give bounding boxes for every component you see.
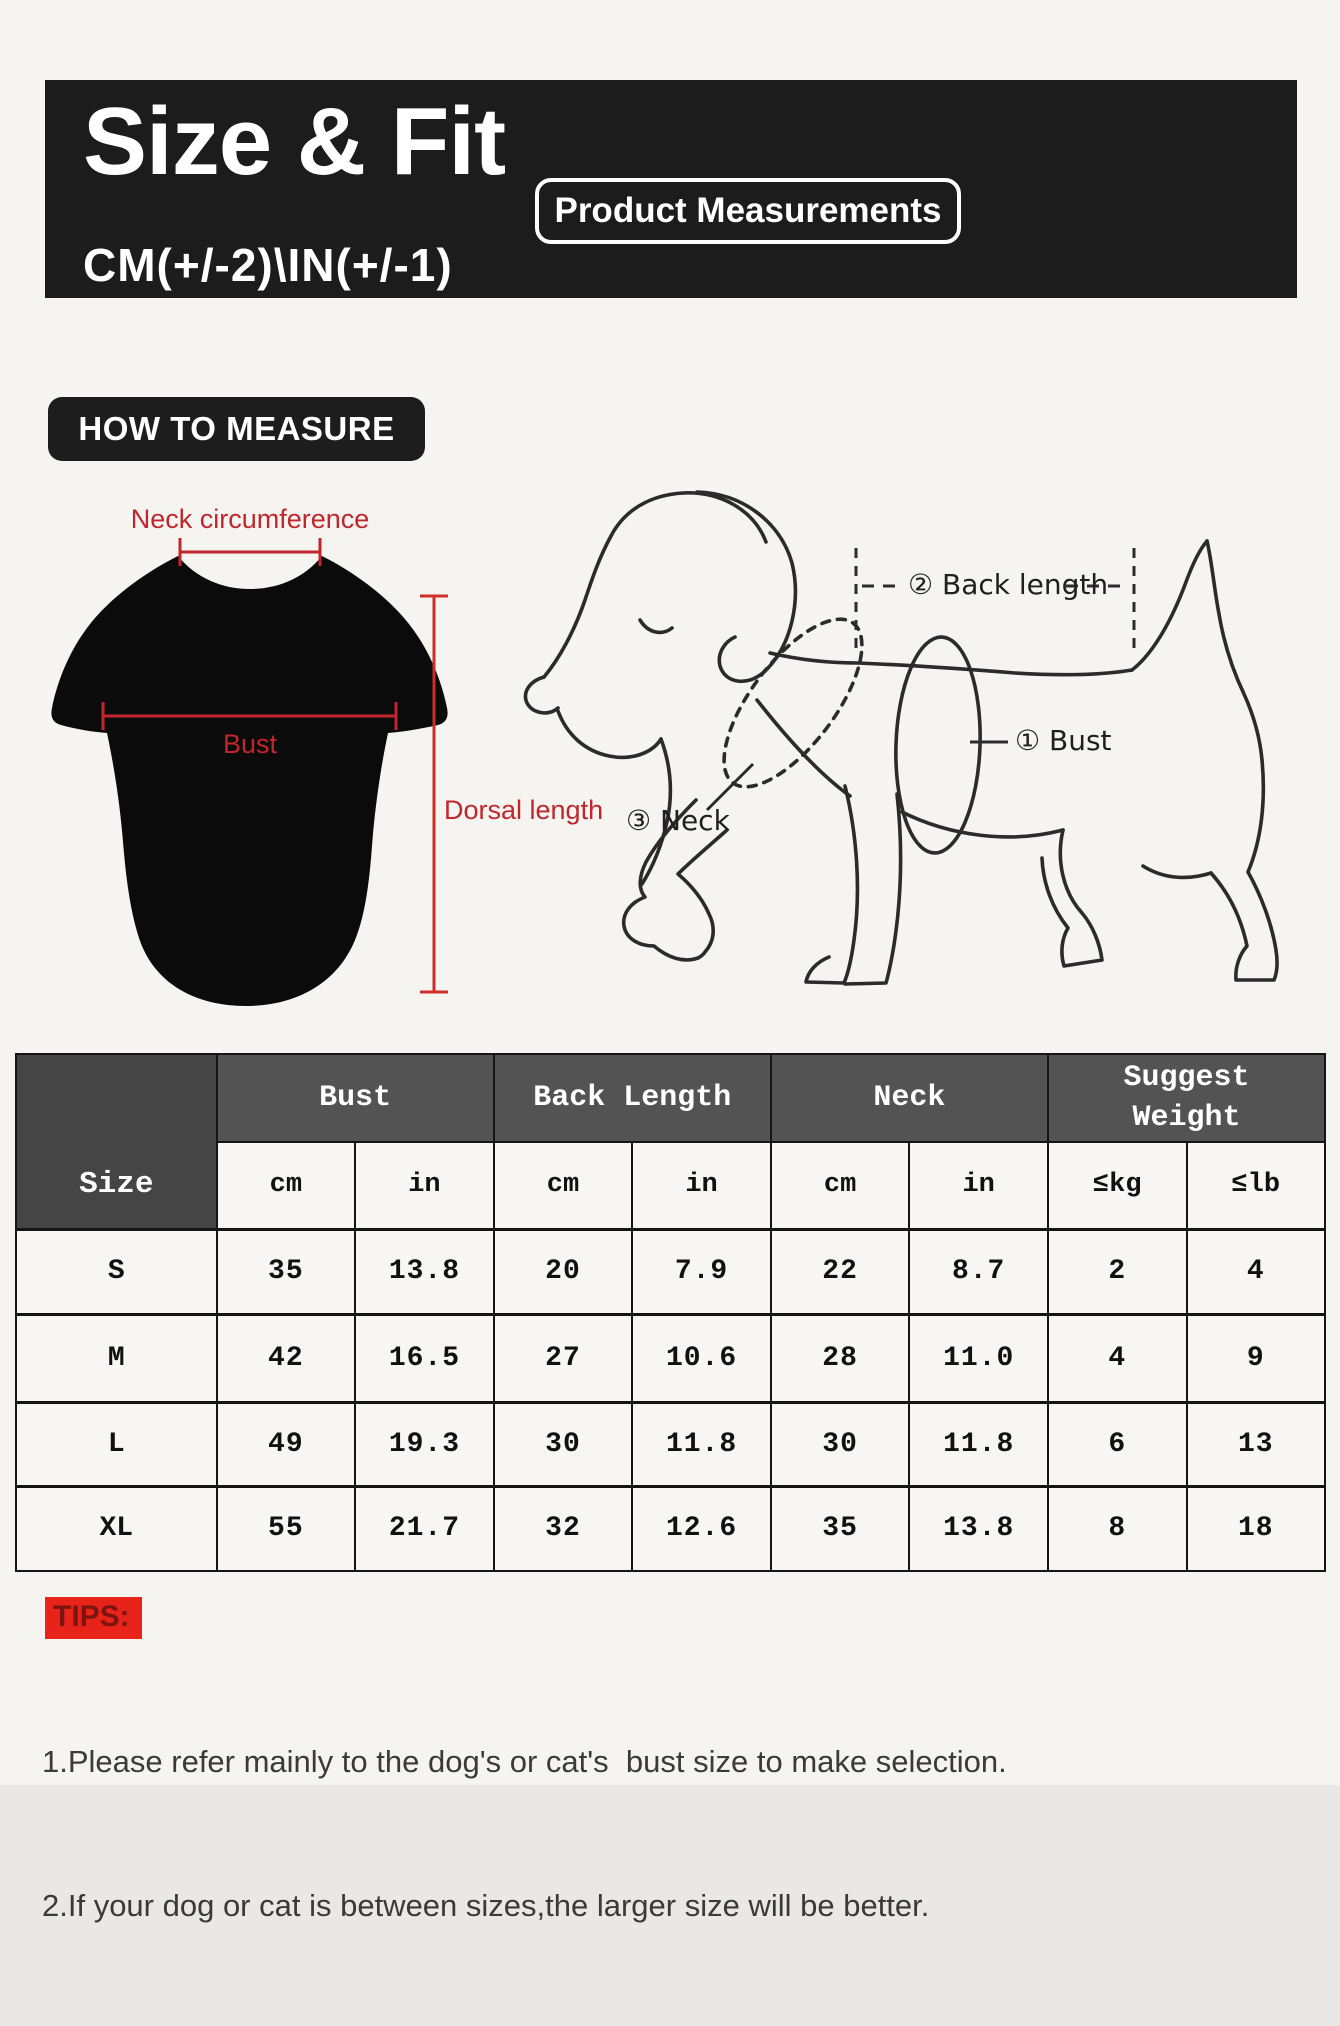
group-header-neck: Neck <box>771 1054 1048 1142</box>
how-to-measure-badge <box>48 397 425 461</box>
value-cell: 11.8 <box>632 1402 771 1486</box>
size-cell: XL <box>16 1486 217 1571</box>
table-row-xl <box>16 1486 1325 1571</box>
unit-header: in <box>355 1142 494 1229</box>
size-cell: M <box>16 1314 217 1402</box>
value-cell: 8.7 <box>909 1229 1048 1314</box>
dog-neck-label: ③ Neck <box>626 804 730 837</box>
table-row-m <box>16 1314 1325 1402</box>
shirt-silhouette <box>51 556 447 1006</box>
product-measurements-badge <box>535 178 961 244</box>
value-cell: 18 <box>1187 1486 1325 1571</box>
value-cell: 55 <box>217 1486 356 1571</box>
value-cell: 12.6 <box>632 1486 771 1571</box>
dorsal-length-label: Dorsal length <box>444 795 604 825</box>
table-row-l <box>16 1402 1325 1486</box>
dog-diagram-svg <box>505 455 1325 1000</box>
group-header-suggest-weight: Suggest Weight <box>1048 1054 1325 1142</box>
neck-circumference-label: Neck circumference <box>130 504 370 534</box>
value-cell: 7.9 <box>632 1229 771 1314</box>
unit-header: ≤kg <box>1048 1142 1187 1229</box>
back-length-label: ② Back length <box>908 568 1109 601</box>
value-cell: 21.7 <box>355 1486 494 1571</box>
value-cell: 2 <box>1048 1229 1187 1314</box>
size-table <box>15 1053 1326 1572</box>
dog-bust-label: ① Bust <box>1015 724 1112 757</box>
tips-line-2: 2.If your dog or cat is between sizes,the larger size will be better. <box>42 1888 930 1923</box>
value-cell: 16.5 <box>355 1314 494 1402</box>
value-cell: 30 <box>494 1402 633 1486</box>
shirt-bust-label: Bust <box>222 729 278 759</box>
value-cell: 32 <box>494 1486 633 1571</box>
tips-badge: TIPS: <box>45 1597 142 1639</box>
value-cell: 4 <box>1187 1229 1325 1314</box>
value-cell: 20 <box>494 1229 633 1314</box>
product-measurements-badge-label: Product Measurements <box>554 191 942 230</box>
value-cell: 4 <box>1048 1314 1187 1402</box>
table-corner-header: Size <box>16 1054 217 1229</box>
group-header-back-length: Back Length <box>494 1054 771 1142</box>
tolerance-note: CM(+/-2)\IN(+/-1) <box>83 239 453 291</box>
value-cell: 10.6 <box>632 1314 771 1402</box>
value-cell: 19.3 <box>355 1402 494 1486</box>
value-cell: 13.8 <box>355 1229 494 1314</box>
tips-line-1: 1.Please refer mainly to the dog's or cat's bust size to make selection. <box>42 1744 1007 1779</box>
value-cell: 13.8 <box>909 1486 1048 1571</box>
unit-header: in <box>909 1142 1048 1229</box>
dog-outline <box>526 492 1278 984</box>
size-cell: S <box>16 1229 217 1314</box>
value-cell: 6 <box>1048 1402 1187 1486</box>
unit-header: ≤lb <box>1187 1142 1325 1229</box>
value-cell: 27 <box>494 1314 633 1402</box>
value-cell: 28 <box>771 1314 910 1402</box>
value-cell: 49 <box>217 1402 356 1486</box>
value-cell: 30 <box>771 1402 910 1486</box>
page-title: Size & Fit <box>83 88 506 195</box>
banner <box>45 80 1297 298</box>
value-cell: 11.0 <box>909 1314 1048 1402</box>
unit-header: cm <box>771 1142 910 1229</box>
value-cell: 35 <box>217 1229 356 1314</box>
value-cell: 42 <box>217 1314 356 1402</box>
unit-header: cm <box>217 1142 356 1229</box>
value-cell: 35 <box>771 1486 910 1571</box>
table-row-s <box>16 1229 1325 1314</box>
unit-header: cm <box>494 1142 633 1229</box>
value-cell: 9 <box>1187 1314 1325 1402</box>
value-cell: 22 <box>771 1229 910 1314</box>
size-cell: L <box>16 1402 217 1486</box>
value-cell: 13 <box>1187 1402 1325 1486</box>
value-cell: 11.8 <box>909 1402 1048 1486</box>
value-cell: 8 <box>1048 1486 1187 1571</box>
how-to-measure-label: HOW TO MEASURE <box>78 410 395 447</box>
tips-text <box>42 1642 1337 2026</box>
unit-header: in <box>632 1142 771 1229</box>
group-header-bust: Bust <box>217 1054 494 1142</box>
